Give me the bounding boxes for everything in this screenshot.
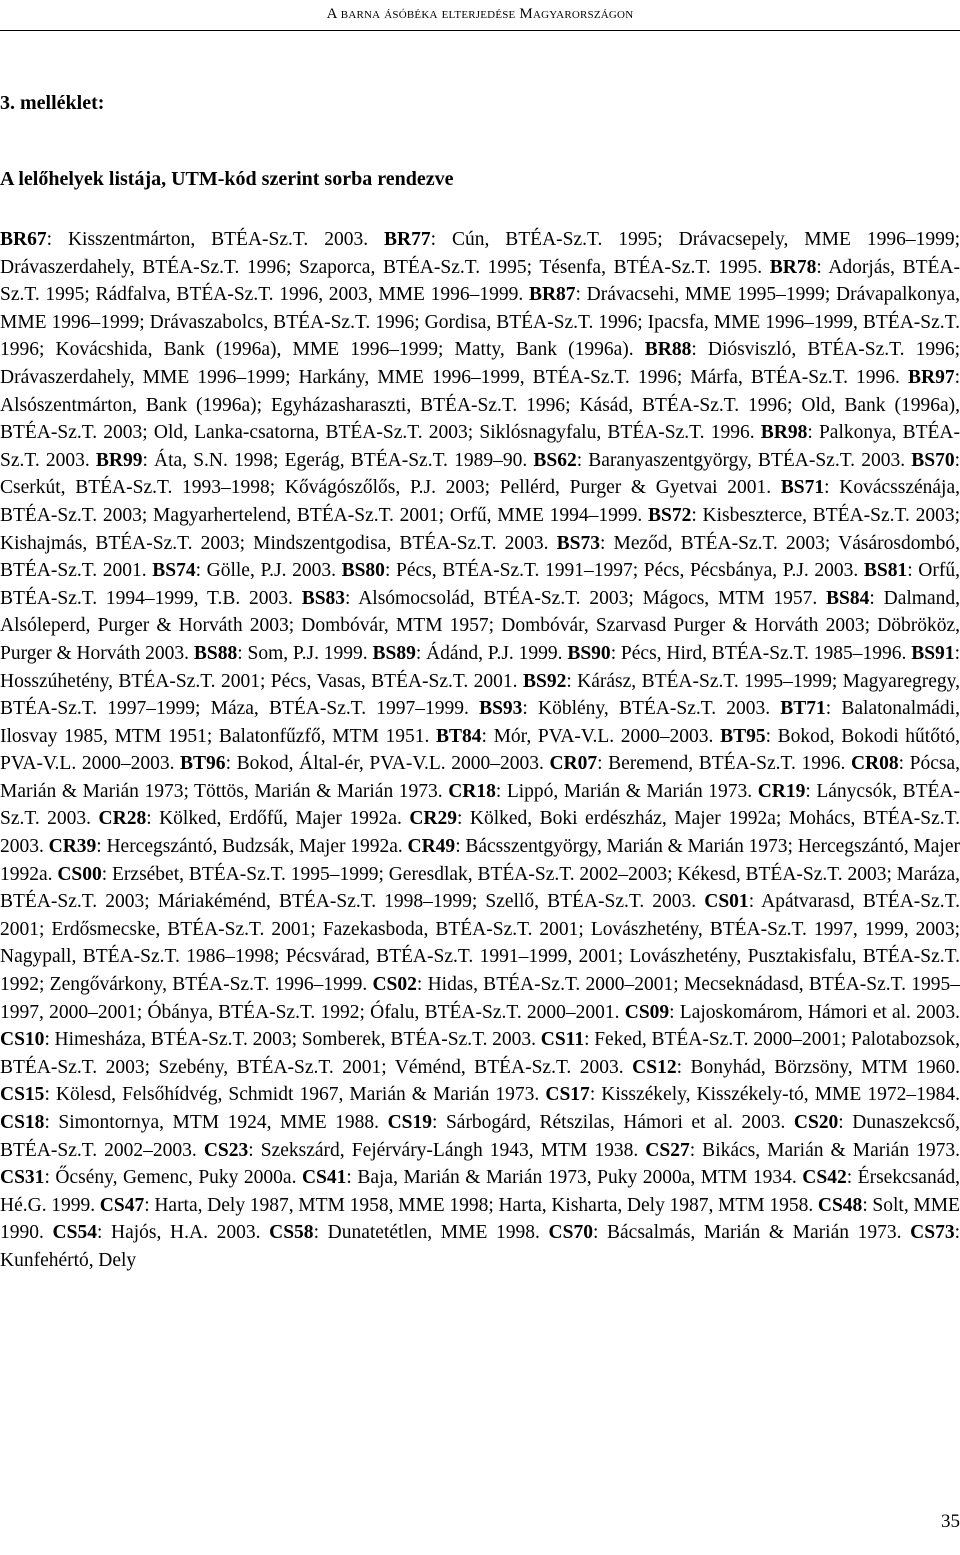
locality-text: : Sárbogárd, Rétszilas, Hámori et al. 2003. — [432, 1112, 794, 1133]
locality-text: : Kisbeszterce, BTÉA-Sz.T. 2003; Kishajmás, BTÉA-Sz.T. 2003; Mindszentgodisa, BTÉA-Sz.T. 2003. — [0, 504, 960, 554]
locality-text: : Dunaszekcső, BTÉA-Sz.T. 2002–2003. — [0, 1112, 960, 1161]
locality-text: : Kisszentmárton, BTÉA-Sz.T. 2003. — [46, 229, 384, 250]
locality-text: : Baranyaszentgyörgy, BTÉA-Sz.T. 2003. — [576, 449, 912, 471]
utm-code: BT95 — [720, 725, 766, 747]
locality-entry — [99, 808, 410, 829]
utm-code: BR67 — [0, 229, 47, 250]
locality-text: : Balatonalmádi, Ilosvay 1985, MTM 1951; Balatonfűzfő, MTM 1951. — [0, 698, 960, 747]
utm-code: CS27 — [645, 1139, 690, 1161]
locality-text: : Érsekcsanád, Hé.G. 1999. — [0, 1167, 960, 1216]
utm-code: CS19 — [387, 1112, 432, 1133]
utm-code: CR07 — [549, 753, 598, 775]
locality-text: : Diósviszló, BTÉA-Sz.T. 1996; Drávaszerdahely, MME 1996–1999; Harkány, MME 1996–1999, BTÉA-Sz.T. 1996; Márfa, BTÉA-Sz.T. 1996. — [0, 339, 960, 388]
locality-text: : Alsószentmárton, Bank (1996a); Egyházasharaszti, BTÉA-Sz.T. 1996; Kásád, BTÉA-Sz.T. 1996; Old, Bank (1996a), BTÉA-Sz.T. 2003; Old, Lanka-csatorna, BTÉA-Sz.T. 2003; Siklósnagyfalu, BTÉA-Sz.T. 1996. — [0, 366, 960, 444]
locality-entry — [479, 698, 780, 719]
locality-entry — [302, 1167, 802, 1188]
utm-code: BS91 — [911, 642, 955, 664]
locality-text: : Lippó, Marián & Marián 1973. — [495, 780, 758, 802]
utm-code: CR29 — [409, 808, 458, 830]
utm-code: CR49 — [407, 836, 456, 858]
locality-text: : Mór, PVA-V.L. 2000–2003. — [481, 725, 721, 747]
locality-text: : Kölked, Erdőfű, Majer 1992a. — [146, 808, 410, 830]
utm-code: BR77 — [384, 229, 431, 250]
locality-entry — [436, 726, 720, 747]
running-head: A barna ásóbéka elterjedése Magyarországon — [326, 6, 634, 22]
locality-text: : Beremend, BTÉA-Sz.T. 1996. — [597, 753, 851, 775]
locality-text: : Hercegszántó, Budzsák, Majer 1992a. — [96, 836, 408, 858]
utm-code: BT71 — [780, 698, 826, 720]
utm-code: BS89 — [372, 642, 416, 664]
locality-entry — [448, 781, 758, 802]
locality-text: : Ádánd, P.J. 1999. — [415, 642, 568, 664]
utm-code: CS12 — [632, 1056, 677, 1078]
locality-entry — [49, 836, 408, 857]
utm-code: BR98 — [760, 422, 808, 444]
utm-code: CS15 — [0, 1084, 45, 1106]
locality-entry — [632, 1057, 960, 1078]
locality-entry — [0, 1084, 545, 1105]
locality-text: : Baja, Marián & Marián 1973, Puky 2000a, MTM 1934. — [346, 1167, 803, 1189]
locality-entry — [0, 229, 384, 250]
utm-code: BS70 — [911, 449, 955, 471]
locality-text: : Solt, MME 1990. — [0, 1194, 960, 1244]
locality-text: : Pécs, Hird, BTÉA-Sz.T. 1985–1996. — [610, 642, 912, 664]
locality-entry — [625, 1002, 960, 1023]
locality-entry — [549, 753, 851, 774]
locality-entry — [302, 588, 826, 609]
utm-code: CS18 — [0, 1112, 45, 1133]
locality-entry — [0, 1112, 388, 1133]
header-rule — [0, 30, 960, 31]
locality-text: : Dunatetétlen, MME 1998. — [313, 1222, 549, 1244]
locality-text: : Apátvarasd, BTÉA-Sz.T. 2001; Erdősmecske, BTÉA-Sz.T. 2001; Fazekasboda, BTÉA-Sz.T. 2001; Lovászhetény, BTÉA-Sz.T. 1997, 1999, 2003; Nagypall, BTÉA-Sz.T. 1986–1998; Pécsvárad, BTÉA-Sz.T. 1991–1999, 2001; Lovászhetény, Pusztakisfalu, BTÉA-Sz.T. 1992; Zengővárkony, BTÉA-Sz.T. 1996–1999. — [0, 891, 960, 996]
locality-text: : Feked, BTÉA-Sz.T. 2000–2001; Palotabozsok, BTÉA-Sz.T. 2003; Szebény, BTÉA-Sz.T. 2001; Véménd, BTÉA-Sz.T. 2003. — [0, 1029, 960, 1078]
utm-code: CS00 — [57, 863, 102, 885]
locality-entry — [180, 753, 549, 774]
utm-code: BR78 — [769, 256, 817, 278]
locality-text: : Harta, Dely 1987, MTM 1958, MME 1998; Harta, Kisharta, Dely 1987, MTM 1958. — [144, 1194, 818, 1216]
utm-code: BS73 — [556, 532, 600, 554]
utm-code: CS70 — [548, 1222, 593, 1244]
locality-text: : Kölesd, Felsőhídvég, Schmidt 1967, Marián & Marián 1973. — [44, 1084, 546, 1106]
locality-text: : Pécs, BTÉA-Sz.T. 1991–1997; Pécs, Pécsbánya, P.J. 2003. — [384, 560, 864, 582]
utm-code: CS10 — [0, 1029, 45, 1051]
locality-text: : Lánycsók, BTÉA-Sz.T. 2003. — [0, 780, 960, 830]
utm-code: CR39 — [48, 836, 97, 858]
locality-entry — [204, 1140, 645, 1161]
utm-code: BS93 — [479, 698, 523, 720]
utm-code: CS09 — [624, 1001, 670, 1023]
utm-code: BR97 — [907, 366, 955, 388]
locality-text: : Cún, BTÉA-Sz.T. 1995; Drávacsepely, MME 1996–1999; Drávaszerdahely, BTÉA-Sz.T. 1996; Szaporca, BTÉA-Sz.T. 1995; Tésenfa, BTÉA-Sz.T. 1995. — [0, 229, 960, 278]
utm-code: BS81 — [863, 560, 908, 582]
locality-text: : Kölked, Boki erdészház, Majer 1992a; Mohács, BTÉA-Sz.T. 2003. — [0, 808, 960, 858]
utm-code: CR28 — [98, 808, 147, 830]
locality-entry — [372, 643, 567, 664]
locality-entry — [0, 1167, 302, 1188]
locality-entry — [545, 1084, 960, 1105]
locality-text: : Drávacsehi, MME 1995–1999; Drávapalkonya, MME 1996–1999; Drávaszabolcs, BTÉA-Sz.T. 1996; Gordisa, BTÉA-Sz.T. 1996; Ipacsfa, MME 1996–1999, BTÉA-Sz.T. 1996; Kovácshida, Bank (1996a), MME 1996–1999; Matty, Bank (1996a). — [0, 284, 960, 361]
utm-code: BS74 — [152, 560, 196, 582]
locality-entry — [0, 1029, 541, 1050]
locality-text: : Erzsébet, BTÉA-Sz.T. 1995–1999; Geresdlak, BTÉA-Sz.T. 2002–2003; Kékesd, BTÉA-Sz.T. 2003; Maráza, BTÉA-Sz.T. 2003; Máriakéménd, BTÉA-Sz.T. 1998–1999; Szellő, BTÉA-Sz.T. 2003. — [0, 863, 960, 913]
locality-text: : Simontornya, MTM 1924, MME 1988. — [44, 1112, 388, 1133]
locality-text: : Dalmand, Alsóleperd, Purger & Horváth 2003; Dombóvár, MTM 1957; Dombóvár, Szarvasd Purger & Horváth 2003; Döbrököz, Purger & Horváth 2003. — [0, 587, 960, 664]
utm-code: BR87 — [528, 284, 576, 306]
locality-text: : Som, P.J. 1999. — [237, 642, 373, 664]
locality-entry — [53, 1222, 270, 1243]
utm-code: CS54 — [52, 1222, 97, 1244]
utm-code: BS90 — [567, 642, 611, 664]
utm-code: CS23 — [203, 1139, 249, 1161]
locality-text: : Bácsalmás, Marián & Marián 1973. — [592, 1222, 911, 1244]
utm-code: CS58 — [269, 1222, 314, 1244]
locality-list — [0, 226, 960, 1275]
utm-code: CS20 — [793, 1112, 839, 1133]
locality-text: : Kovácsszénája, BTÉA-Sz.T. 2003; Magyarhertelend, BTÉA-Sz.T. 2001; Orfű, MME 1994–1999. — [0, 477, 960, 526]
utm-code: BR88 — [644, 339, 692, 361]
utm-code: CR19 — [757, 780, 806, 802]
utm-code: CS47 — [99, 1194, 145, 1216]
utm-code: BS62 — [533, 449, 577, 471]
appendix-label: 3. melléklet: — [0, 92, 105, 114]
section-title: A lelőhelyek listája, UTM-kód szerint sorba rendezve — [0, 168, 454, 190]
locality-text: : Lajoskomárom, Hámori et al. 2003. — [669, 1001, 960, 1023]
locality-text: : Szekszárd, Fejérváry-Lángh 1943, MTM 1938. — [248, 1139, 646, 1161]
utm-code: BS84 — [826, 587, 870, 609]
utm-code: CS41 — [301, 1167, 347, 1189]
utm-code: BS80 — [341, 560, 385, 582]
utm-code: CS11 — [540, 1029, 585, 1051]
locality-text: : Kárász, BTÉA-Sz.T. 1995–1999; Magyaregregy, BTÉA-Sz.T. 1997–1999; Máza, BTÉA-Sz.T. 1997–1999. — [0, 670, 960, 720]
utm-code: BS71 — [780, 477, 825, 499]
locality-entry — [269, 1222, 548, 1243]
locality-entry — [96, 450, 533, 471]
locality-text: : Himesháza, BTÉA-Sz.T. 2003; Somberek, BTÉA-Sz.T. 2003. — [44, 1029, 541, 1051]
utm-code: CR18 — [448, 780, 496, 802]
utm-code: BS83 — [301, 587, 346, 609]
utm-code: CR08 — [850, 753, 899, 775]
utm-code: BT96 — [180, 753, 226, 775]
locality-text: : Köblény, BTÉA-Sz.T. 2003. — [522, 698, 781, 720]
utm-code: BS72 — [647, 504, 692, 526]
utm-code: BR99 — [95, 449, 143, 471]
locality-text: : Adorjás, BTÉA-Sz.T. 1995; Rádfalva, BTÉA-Sz.T. 1996, 2003, MME 1996–1999. — [0, 256, 960, 306]
locality-entry — [388, 1112, 794, 1133]
locality-text: : Őcsény, Gemenc, Puky 2000a. — [44, 1167, 302, 1189]
locality-entry — [549, 1222, 911, 1243]
locality-text: : Hidas, BTÉA-Sz.T. 2000–2001; Mecseknádasd, BTÉA-Sz.T. 1995–1997, 2000–2001; Óbánya, BTÉA-Sz.T. 1992; Ófalu, BTÉA-Sz.T. 2000–2001. — [0, 974, 960, 1023]
locality-text: : Bonyhád, Börzsöny, MTM 1960. — [676, 1056, 960, 1078]
utm-code: CS73 — [910, 1222, 955, 1244]
locality-text: : Bikács, Marián & Marián 1973. — [689, 1139, 960, 1161]
locality-text: : Áta, S.N. 1998; Egerág, BTÉA-Sz.T. 1989–90. — [142, 449, 534, 471]
locality-entry — [100, 1195, 818, 1216]
locality-entry — [645, 1140, 960, 1161]
locality-entry — [152, 560, 341, 581]
locality-entry — [567, 643, 911, 664]
locality-text: : Kisszékely, Kisszékely-tó, MME 1972–1984. — [589, 1084, 960, 1106]
locality-text: : Gölle, P.J. 2003. — [195, 560, 342, 582]
locality-text: : Orfű, BTÉA-Sz.T. 1994–1999, T.B. 2003. — [0, 560, 960, 609]
locality-text: : Bácsszentgyörgy, Marián & Marián 1973; Hercegszántó, Majer 1992a. — [0, 836, 960, 885]
locality-text: : Kunfehértó, Dely — [0, 1222, 960, 1271]
utm-code: BS88 — [193, 642, 238, 664]
locality-entry — [194, 643, 373, 664]
locality-text: : Palkonya, BTÉA-Sz.T. 2003. — [0, 422, 960, 471]
locality-entry — [533, 450, 911, 471]
locality-text: : Cserkút, BTÉA-Sz.T. 1993–1998; Kővágószőlős, P.J. 2003; Pellérd, Purger & Gyetvai 2001. — [0, 449, 960, 499]
utm-code: CS01 — [704, 891, 749, 913]
locality-text: : Bokod, Által-ér, PVA-V.L. 2000–2003. — [225, 753, 550, 775]
locality-text: : Pócsa, Marián & Marián 1973; Töttös, Marián & Marián 1973. — [0, 753, 960, 802]
locality-text: : Bokod, Bokodi hűtőtó, PVA-V.L. 2000–2003. — [0, 725, 960, 775]
locality-text: : Hosszúhetény, BTÉA-Sz.T. 2001; Pécs, Vasas, BTÉA-Sz.T. 2001. — [0, 642, 960, 692]
utm-code: BT84 — [436, 725, 482, 747]
utm-code: CS17 — [545, 1084, 590, 1106]
page-number: 35 — [941, 1511, 960, 1532]
locality-text: : Meződ, BTÉA-Sz.T. 2003; Vásárosdombó, BTÉA-Sz.T. 2001. — [0, 532, 960, 582]
locality-entry — [342, 560, 864, 581]
utm-code: CS02 — [372, 974, 417, 996]
utm-code: CS31 — [0, 1167, 45, 1189]
utm-code: CS42 — [802, 1167, 847, 1189]
locality-text: : Hajós, H.A. 2003. — [96, 1222, 270, 1244]
utm-code: BS92 — [522, 670, 567, 692]
utm-code: CS48 — [817, 1194, 863, 1216]
locality-text: : Alsómocsolád, BTÉA-Sz.T. 2003; Mágocs, MTM 1957. — [345, 587, 827, 609]
